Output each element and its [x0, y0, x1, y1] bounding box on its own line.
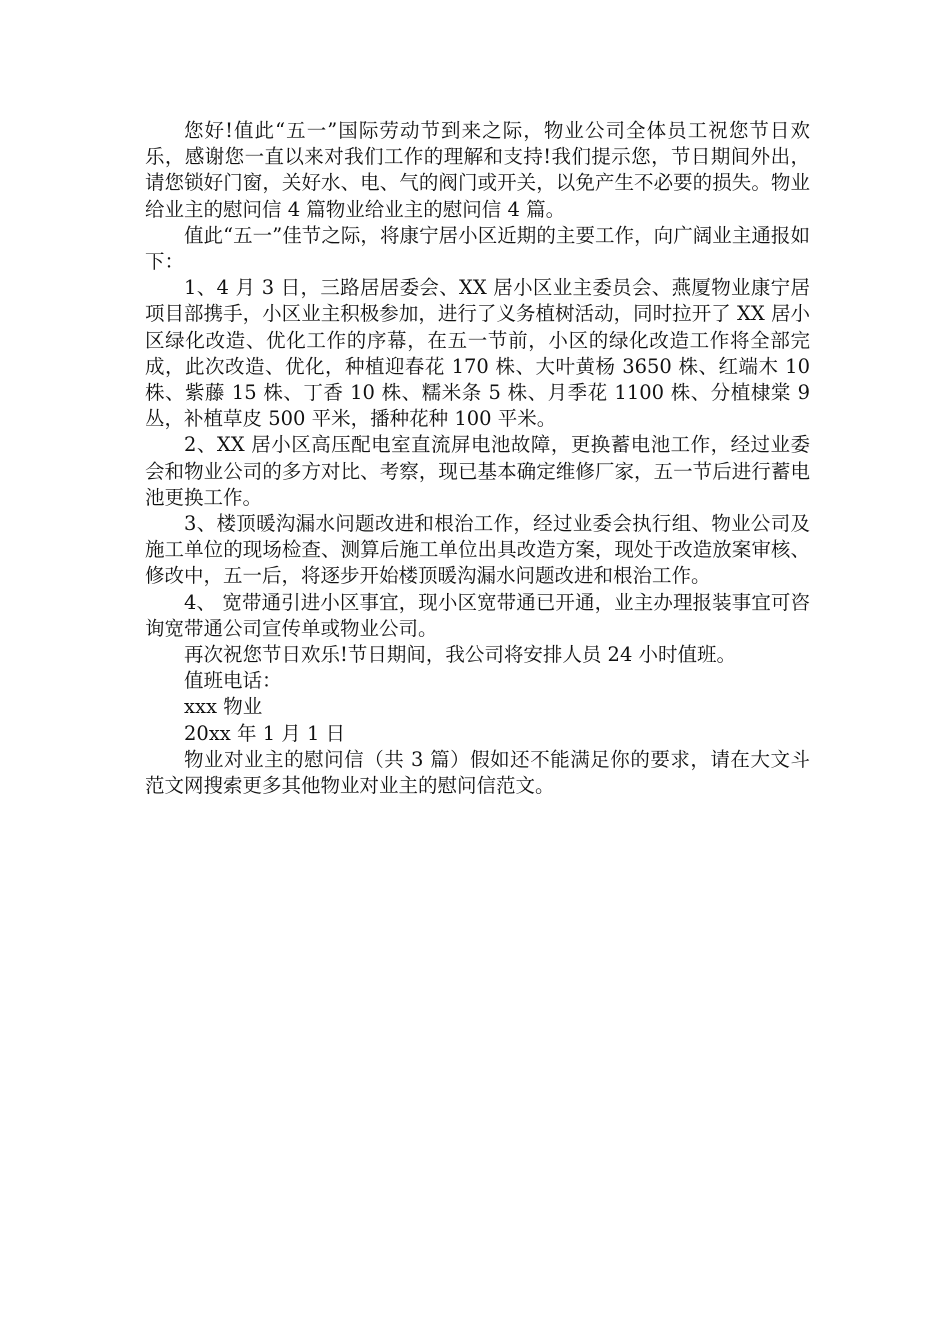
paragraph-item-4: 4、 宽带通引进小区事宜，现小区宽带通已开通，业主办理报装事宜可咨询宽带通公司宣传单或物业公司。	[145, 590, 810, 640]
signature-date: 20xx 年 1 月 1 日	[184, 721, 346, 745]
paragraph-item-1: 1、4 月 3 日，三路居居委会、XX 居小区业主委员会、燕厦物业康宁居项目部携手，小区业主积极参加，进行了义务植树活动，同时拉开了 XX 居小区绿化改造、优化工作的序幕，在五一节前，小区的绿化改造工作将全部完成，此次改造、优化，种植迎春花 170 株、大叶黄杨 3650 株、红端木 10 株、紫藤 15 株、丁香 10 株、糯米条 5 株、月季花 1100 株、分植棣棠 9 丛，补植草皮 500 平米，播种花种 100 平米。	[145, 276, 810, 431]
paragraph-footer-note: 物业对业主的慰问信（共 3 篇）假如还不能满足你的要求，请在大文斗范文网搜索更多其他物业对业主的慰问信范文。	[145, 747, 810, 798]
paragraph-intro: 值此“五一”佳节之际，将康宁居小区近期的主要工作，向广阔业主通报如下：	[145, 223, 810, 274]
letter-body	[145, 118, 810, 799]
paragraph-closing: 再次祝您节日欢乐!节日期间，我公司将安排人员 24 小时值班。	[184, 643, 737, 667]
paragraph-greeting: 您好!值此“五一”国际劳动节到来之际，物业公司全体员工祝您节日欢乐，感谢您一直以来对我们工作的理解和支持!我们提示您，节日期间外出，请您锁好门窗，关好水、电、气的阀门或开关，以免产生不必要的损失。物业给业主的慰问信 4 篇物业给业主的慰问信 4 篇。	[145, 119, 810, 221]
paragraph-item-3: 3、楼顶暖沟漏水问题改进和根治工作，经过业委会执行组、物业公司及施工单位的现场检查、测算后施工单位出具改造方案，现处于改造放案审核、修改中，五一后，将逐步开始楼顶暖沟漏水问题改进和根治工作。	[145, 512, 810, 588]
duty-phone-label: 值班电话：	[184, 669, 282, 693]
paragraph-item-2: 2、XX 居小区高压配电室直流屏电池故障，更换蓄电池工作，经过业委会和物业公司的多方对比、考察，现已基本确定维修厂家，五一节后进行蓄电池更换工作。	[145, 433, 810, 509]
signature-company: xxx 物业	[184, 695, 263, 719]
